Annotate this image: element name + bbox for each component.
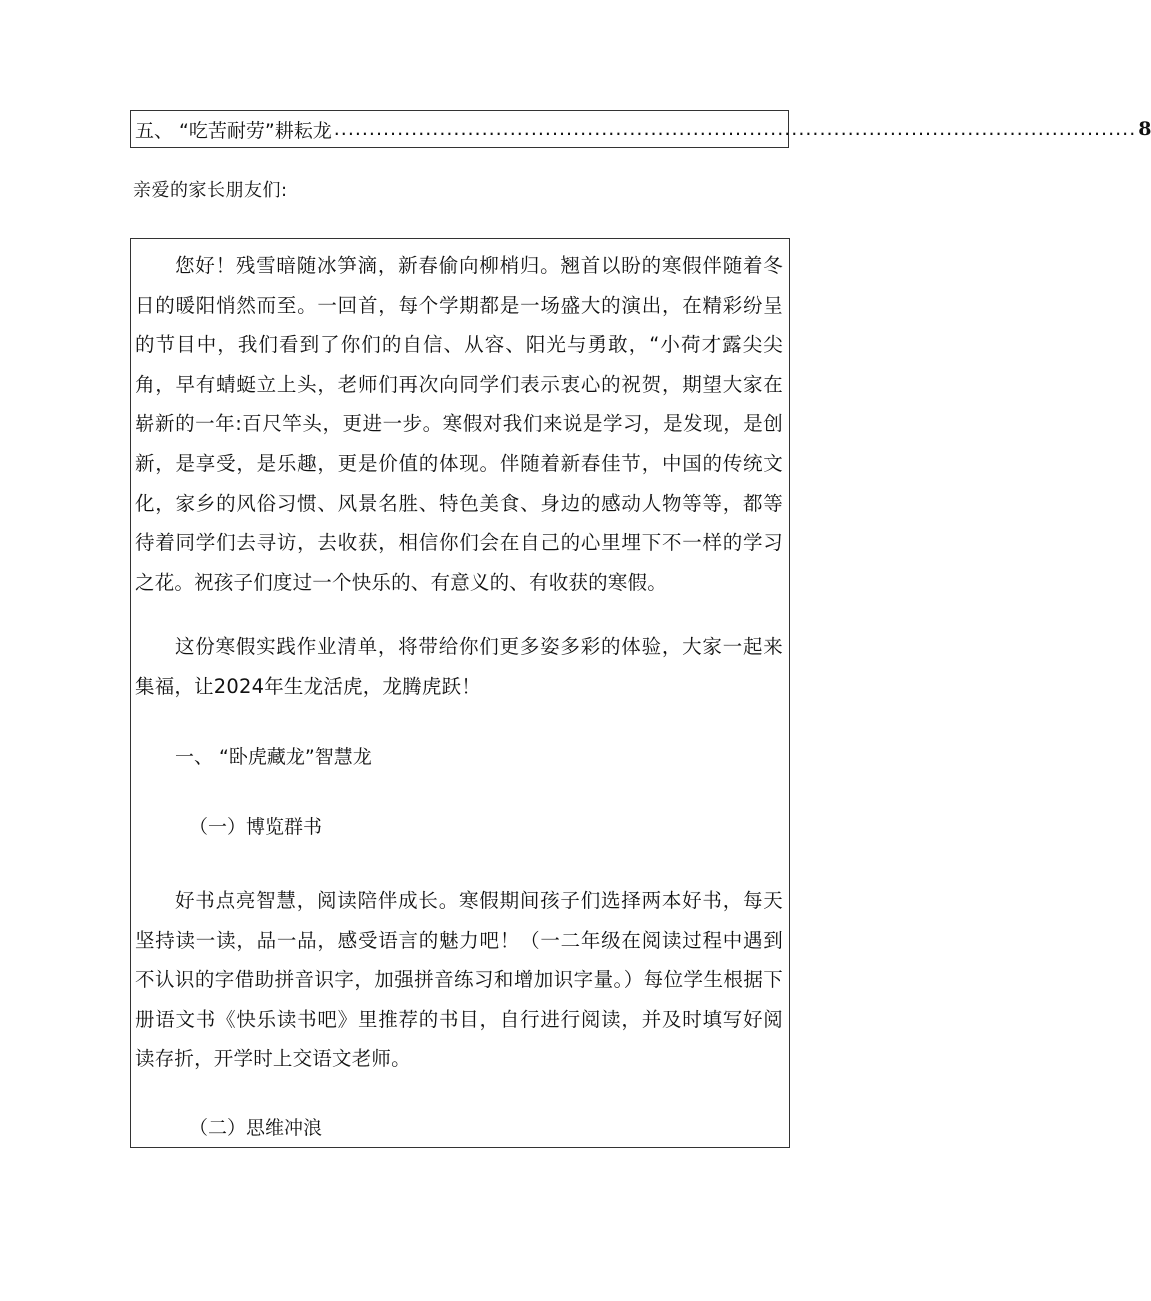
subsection-heading-1: （一）博览群书 (189, 816, 323, 838)
reading-paragraph: 好书点亮智慧，阅读陪伴成长。寒假期间孩子们选择两本好书，每天坚持读一读，品一品，感受语言的魅力吧！（一二年级在阅读过程中遇到不认识的字借助拼音识字，加强拼音练习和增加识字量。）每位学生根据下册语文书《快乐读书吧》里推荐的书目，自行进行阅读，并及时填写好阅读存折，开学时上交语文老师。 (135, 889, 783, 1071)
toc-page-number: 8 (1138, 118, 1151, 140)
intro-paragraph: 您好！残雪暗随冰笋滴，新春偷向柳梢归。翘首以盼的寒假伴随着冬日的暖阳悄然而至。一回首，每个学期都是一场盛大的演出，在精彩纷呈的节目中，我们看到了你们的自信、从容、阳光与勇敢，“小荷才露尖尖角，早有蜻蜓立上头，老师们再次向同学们表示衷心的祝贺，期望大家在崭新的一年:百尺竿头，更进一步。寒假对我们来说是学习，是发现，是创新，是享受，是乐趣，更是价值的体现。伴随着新春佳节，中国的传统文化，家乡的风俗习惯、风景名胜、特色美食、身边的感动人物等等，都等待着同学们去寻访，去收获，相信你们会在自己的心里埋下不一样的学习之花。祝孩子们度过一个快乐的、有意义的、有收获的寒假。 (135, 254, 783, 594)
toc-leader-dots: .................................................................................................................. (333, 118, 1137, 140)
toc-entry-title: 五、 “吃苦耐劳”耕耘龙 (135, 119, 332, 142)
letter-content-box (130, 238, 790, 1148)
practice-paragraph: 这份寒假实践作业清单，将带给你们更多姿多彩的体验，大家一起来集福，让2024年生龙活虎，龙腾虎跃！ (135, 635, 783, 698)
toc-entry[interactable] (130, 110, 1151, 148)
section-heading-1: 一、 “卧虎藏龙”智慧龙 (175, 746, 372, 768)
greeting-line: 亲爱的家长朋友们: (133, 180, 288, 201)
subsection-heading-2: （二）思维冲浪 (189, 1117, 323, 1139)
